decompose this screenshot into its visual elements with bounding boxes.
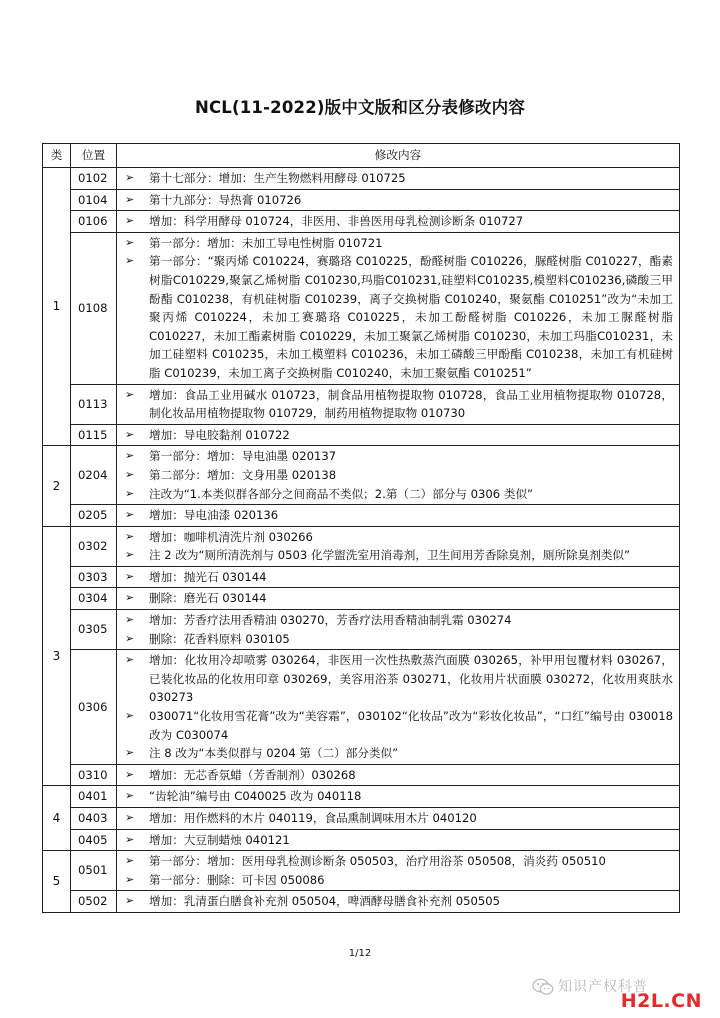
content-cell bbox=[117, 232, 680, 384]
list-item bbox=[123, 447, 673, 466]
position-cell: 0310 bbox=[71, 764, 117, 786]
list-item bbox=[123, 707, 673, 744]
content-cell bbox=[117, 786, 680, 808]
bullet-arrow-icon: ➢ bbox=[125, 789, 135, 803]
list-item bbox=[123, 506, 673, 525]
content-cell bbox=[117, 211, 680, 233]
item-text: 删除：磨光石 030144 bbox=[149, 591, 267, 606]
content-cell bbox=[117, 526, 680, 566]
position-cell: 0401 bbox=[71, 786, 117, 808]
table-row bbox=[43, 189, 680, 211]
list-item bbox=[123, 169, 673, 188]
bullet-arrow-icon: ➢ bbox=[125, 192, 135, 206]
bullet-arrow-icon: ➢ bbox=[125, 767, 135, 781]
list-item bbox=[123, 191, 673, 210]
item-text: “齿轮油”编号由 C040025 改为 040118 bbox=[149, 789, 362, 804]
class-cell: 1 bbox=[43, 168, 71, 446]
bullet-arrow-icon: ➢ bbox=[125, 171, 135, 184]
item-text: 增加：抛光石 030144 bbox=[149, 569, 267, 584]
content-cell bbox=[117, 610, 680, 650]
bullet-arrow-icon: ➢ bbox=[125, 854, 135, 868]
item-text: 增加：食品工业用碱水 010723，制食品用植物提取物 010728，食品工业用植物提取物 010728，制化妆品用植物提取物 010729，制药用植物提取物 010730 bbox=[149, 387, 673, 421]
position-cell: 0302 bbox=[71, 526, 117, 566]
content-cell bbox=[117, 446, 680, 505]
class-cell: 3 bbox=[43, 526, 71, 786]
wechat-icon bbox=[532, 978, 554, 996]
list-item bbox=[123, 611, 673, 630]
table-row bbox=[43, 588, 680, 610]
bullet-arrow-icon: ➢ bbox=[125, 387, 135, 401]
item-text: 第一部分：增加：未加工导电性树脂 010721 bbox=[149, 235, 383, 250]
table-row bbox=[43, 829, 680, 851]
bullet-arrow-icon: ➢ bbox=[125, 709, 135, 723]
item-text: 增加：乳清蛋白膳食补充剂 050504，啤酒酵母膳食补充剂 050505 bbox=[149, 894, 500, 909]
list-item bbox=[123, 234, 673, 253]
table-row bbox=[43, 211, 680, 233]
bullet-arrow-icon: ➢ bbox=[125, 832, 135, 846]
class-cell: 4 bbox=[43, 786, 71, 851]
list-item bbox=[123, 871, 673, 890]
bullet-arrow-icon: ➢ bbox=[125, 746, 135, 760]
content-cell bbox=[117, 808, 680, 830]
table-row bbox=[43, 168, 680, 190]
table-row bbox=[43, 526, 680, 566]
list-item bbox=[123, 528, 673, 547]
document-title: NCL(11-2022)版中文版和区分表修改内容 bbox=[194, 98, 526, 117]
table-row bbox=[43, 232, 680, 384]
list-item bbox=[123, 766, 673, 785]
list-item bbox=[123, 892, 673, 911]
item-text: 增加：芳香疗法用香精油 030270，芳香疗法用香精油制乳霜 030274 bbox=[149, 613, 512, 628]
item-text: 增加：咖啡机清洗片剂 030266 bbox=[149, 529, 313, 544]
item-text: 第一部分：删除：可卡因 050086 bbox=[149, 872, 325, 887]
item-text: 第一部分：增加：导电油墨 020137 bbox=[149, 449, 337, 464]
content-cell bbox=[117, 851, 680, 891]
bullet-arrow-icon: ➢ bbox=[125, 591, 135, 605]
table-row bbox=[43, 384, 680, 424]
list-item bbox=[123, 568, 673, 587]
class-cell: 5 bbox=[43, 851, 71, 913]
list-item bbox=[123, 546, 673, 565]
item-text: 第一部分：“聚丙烯 C010224，赛璐珞 C010225，酚醛树脂 C010226，脲醛树脂 C010227，酯素树脂C010229,聚氯乙烯树脂 C010230,玛脂C010231,硅塑料C010235,模塑料C010236,磷酸三甲酚酯 C010238，有机硅树脂 C010239，离子交换树脂 C010240，聚氨酯 C010251”改为“未加工聚丙烯 C010224，未加工赛璐珞 C010225，未加工酚醛树脂 C010226，未加工脲醛树脂 C010227，未加工酯素树脂 C010229，未加工聚氯乙烯树脂 C010230，未加工玛脂C010231，未加工硅塑料 C010235，未加工模塑料 C010236，未加工磷酸三甲酚酯 C010238，未加工有机硅树脂 C010239，未加工离子交换树脂 C010240，未加工聚氨酯 C010251” bbox=[149, 254, 673, 380]
bullet-arrow-icon: ➢ bbox=[125, 653, 135, 667]
content-cell bbox=[117, 384, 680, 424]
content-cell bbox=[117, 829, 680, 851]
bullet-arrow-icon: ➢ bbox=[125, 894, 135, 908]
content-cell bbox=[117, 764, 680, 786]
table-row bbox=[43, 650, 680, 765]
content-cell bbox=[117, 189, 680, 211]
bullet-arrow-icon: ➢ bbox=[125, 529, 135, 543]
item-text: 增加：科学用酵母 010724，非医用、非兽医用母乳检测诊断条 010727 bbox=[149, 214, 524, 229]
list-item bbox=[123, 212, 673, 231]
bullet-arrow-icon: ➢ bbox=[125, 548, 135, 562]
position-cell: 0304 bbox=[71, 588, 117, 610]
list-item bbox=[123, 787, 673, 806]
position-cell: 0501 bbox=[71, 851, 117, 891]
content-cell bbox=[117, 588, 680, 610]
table-row bbox=[43, 786, 680, 808]
page-number: 1/12 bbox=[348, 948, 372, 959]
list-item bbox=[123, 852, 673, 871]
position-cell: 0303 bbox=[71, 566, 117, 588]
item-text: 增加：导电胶黏剂 010722 bbox=[149, 427, 290, 442]
bullet-arrow-icon: ➢ bbox=[125, 254, 135, 268]
position-cell: 0403 bbox=[71, 808, 117, 830]
list-item bbox=[123, 831, 673, 850]
list-item bbox=[123, 386, 673, 423]
item-text: 删除：花香料原料 030105 bbox=[149, 631, 290, 646]
bullet-arrow-icon: ➢ bbox=[125, 486, 135, 500]
item-text: 第二部分：增加：文身用墨 020138 bbox=[149, 467, 337, 482]
table-row bbox=[43, 610, 680, 650]
table-row bbox=[43, 764, 680, 786]
item-text: 增加：用作燃料的木片 040119，食品熏制调味用木片 040120 bbox=[149, 811, 477, 825]
item-text: 第十七部分：增加：生产生物燃料用酵母 010725 bbox=[149, 171, 406, 185]
list-item bbox=[123, 744, 673, 763]
header-content: 修改内容 bbox=[117, 144, 680, 168]
table-row bbox=[43, 808, 680, 830]
bullet-arrow-icon: ➢ bbox=[125, 427, 135, 441]
position-cell: 0113 bbox=[71, 384, 117, 424]
list-item bbox=[123, 589, 673, 608]
table-body bbox=[43, 168, 680, 913]
position-cell: 0205 bbox=[71, 505, 117, 527]
bullet-arrow-icon: ➢ bbox=[125, 467, 135, 481]
bullet-arrow-icon: ➢ bbox=[125, 872, 135, 886]
list-item bbox=[123, 252, 673, 382]
item-text: 第十九部分：导热膏 010726 bbox=[149, 192, 302, 207]
position-cell: 0115 bbox=[71, 424, 117, 446]
bullet-arrow-icon: ➢ bbox=[125, 569, 135, 583]
item-text: 增加：化妆用冷却喷雾 030264，非医用一次性热敷蒸汽面膜 030265，补甲用包覆材料 030267，已装化妆品的化妆用印章 030269，美容用浴茶 030271，化妆用片状面膜 030272，化妆用爽肤水 030273 bbox=[149, 653, 673, 705]
content-cell bbox=[117, 566, 680, 588]
position-cell: 0502 bbox=[71, 891, 117, 913]
list-item bbox=[123, 466, 673, 485]
content-cell bbox=[117, 505, 680, 527]
item-text: 030071“化妆用雪花膏”改为“美容霜”，030102“化妆品”改为“彩妆化妆品”，“口红”编号由 030018 改为 C030074 bbox=[149, 709, 673, 742]
position-cell: 0204 bbox=[71, 446, 117, 505]
watermark-text: 知识产权科普 bbox=[558, 979, 648, 995]
item-text: 注 2 改为“厕所清洗剂与 0503 化学盥洗室用消毒剂，卫生间用芳香除臭剂，厕所除臭剂类似” bbox=[149, 548, 631, 563]
watermark bbox=[532, 976, 702, 1014]
content-cell bbox=[117, 650, 680, 765]
list-item bbox=[123, 426, 673, 445]
bullet-arrow-icon: ➢ bbox=[125, 631, 135, 645]
position-cell: 0102 bbox=[71, 168, 117, 190]
item-text: 注改为“1.本类似群各部分之间商品不类似；2.第（二）部分与 0306 类似” bbox=[149, 486, 534, 501]
bullet-arrow-icon: ➢ bbox=[125, 613, 135, 627]
table-row bbox=[43, 851, 680, 891]
watermark-logo: H2L.CN bbox=[620, 990, 702, 1012]
header-class: 类 bbox=[43, 144, 71, 168]
revision-table bbox=[42, 143, 680, 913]
table-row bbox=[43, 505, 680, 527]
table-row bbox=[43, 424, 680, 446]
position-cell: 0104 bbox=[71, 189, 117, 211]
bullet-arrow-icon: ➢ bbox=[125, 508, 135, 522]
item-text: 增加：无芯香氛蜡（芳香制剂）030268 bbox=[149, 767, 356, 782]
table-row bbox=[43, 566, 680, 588]
list-item bbox=[123, 630, 673, 649]
bullet-arrow-icon: ➢ bbox=[125, 449, 135, 463]
item-text: 增加：导电油漆 020136 bbox=[149, 508, 279, 523]
position-cell: 0108 bbox=[71, 232, 117, 384]
bullet-arrow-icon: ➢ bbox=[125, 214, 135, 228]
bullet-arrow-icon: ➢ bbox=[125, 235, 135, 249]
item-text: 第一部分：增加：医用母乳检测诊断条 050503，治疗用浴茶 050508，消炎药 050510 bbox=[149, 854, 606, 869]
position-cell: 0305 bbox=[71, 610, 117, 650]
class-cell: 2 bbox=[43, 446, 71, 526]
table-header-row bbox=[43, 144, 680, 168]
bullet-arrow-icon: ➢ bbox=[125, 811, 135, 824]
table-row bbox=[43, 891, 680, 913]
position-cell: 0405 bbox=[71, 829, 117, 851]
list-item bbox=[123, 651, 673, 707]
item-text: 注 8 改为“本类似群与 0204 第（二）部分类似” bbox=[149, 746, 399, 761]
list-item bbox=[123, 485, 673, 504]
position-cell: 0106 bbox=[71, 211, 117, 233]
position-cell: 0306 bbox=[71, 650, 117, 765]
header-position: 位置 bbox=[71, 144, 117, 168]
content-cell bbox=[117, 168, 680, 190]
content-cell bbox=[117, 424, 680, 446]
list-item bbox=[123, 809, 673, 828]
content-cell bbox=[117, 891, 680, 913]
table-row bbox=[43, 446, 680, 505]
item-text: 增加：大豆制蜡烛 040121 bbox=[149, 832, 290, 847]
